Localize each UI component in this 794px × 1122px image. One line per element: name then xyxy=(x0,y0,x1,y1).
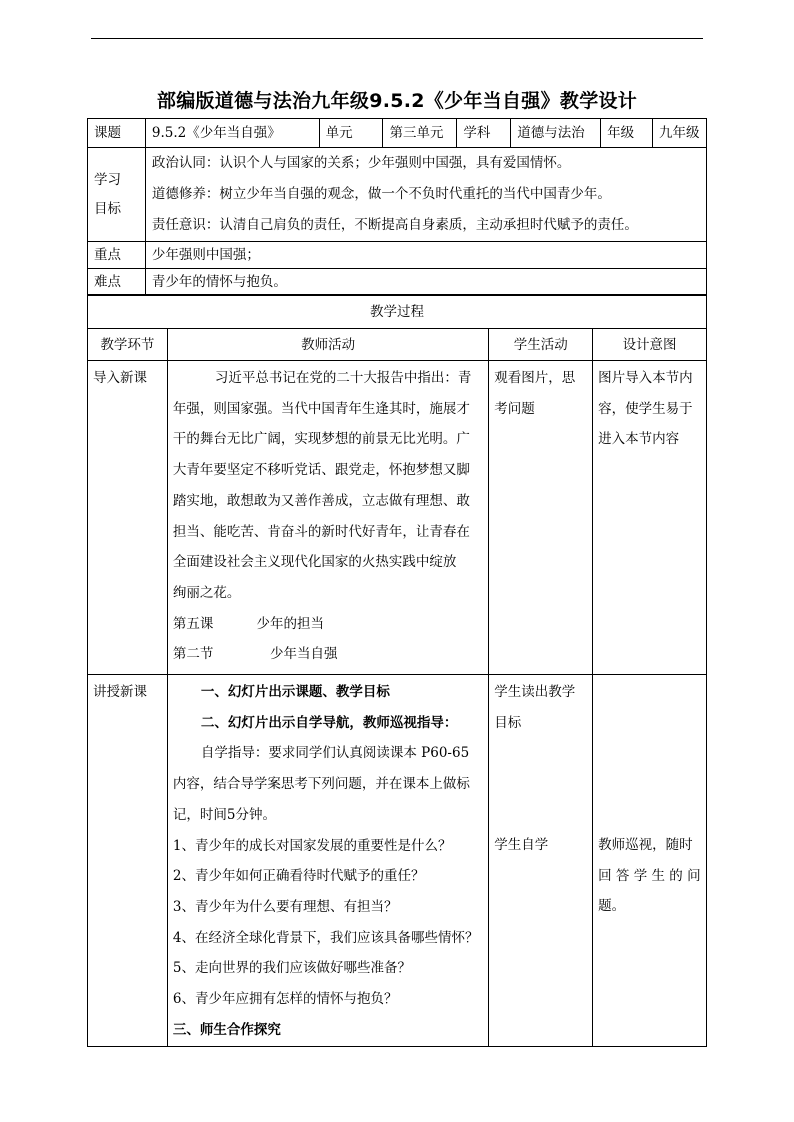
objectives-row xyxy=(88,148,707,242)
intro-stage xyxy=(88,361,168,675)
difficulty-text: 青少年的情怀与抱负。 xyxy=(145,269,706,296)
intro-student-line: 考问题 xyxy=(494,400,535,417)
objective-political: 政治认同：认识个人与国家的关系；少年强则中国强，具有爱国情怀。 xyxy=(151,155,571,171)
topic-value: 9.5.2《少年当自强》 xyxy=(145,119,319,148)
guide-line: 自学指导：要求同学们认真阅读课本 P60-65 xyxy=(200,745,470,762)
objectives-label-line2: 目标 xyxy=(94,200,121,217)
intro-line: 踏实地，敢想敢为又善作善成，立志做有理想、敢 xyxy=(172,492,470,509)
question-item: 5、走向世界的我们应该做好哪些准备？ xyxy=(172,960,411,977)
question-item: 3、青少年为什么要有理想、有担当？ xyxy=(172,898,398,915)
objective-responsibility: 责任意识：认清自己肩负的责任，不断提高自身素质，主动承担时代赋予的责任。 xyxy=(151,217,638,233)
new-student-line: 目标 xyxy=(494,714,522,731)
topic-label: 课题 xyxy=(88,119,146,148)
key-point-text: 少年强则中国强； xyxy=(145,242,706,269)
subject-value: 道德与法治 xyxy=(511,119,601,148)
key-point-label: 重点 xyxy=(88,242,146,269)
lesson-title: 少年的担当 xyxy=(256,615,325,632)
new-teacher-activity xyxy=(167,675,488,1047)
intro-row xyxy=(88,361,707,675)
question-item: 1、青少年的成长对国家发展的重要性是什么？ xyxy=(172,837,452,854)
objectives-label xyxy=(88,148,146,242)
difficulty-label: 难点 xyxy=(88,269,146,296)
objectives-label-line1: 学习 xyxy=(94,171,121,188)
new-intent-line: 题。 xyxy=(598,898,626,915)
lesson-label: 第五课 xyxy=(172,615,214,632)
guide-line: 记，时间5分钟。 xyxy=(172,806,276,823)
intro-intent-line: 图片导入本节内 xyxy=(598,370,693,386)
new-design-intent xyxy=(593,675,707,1047)
objective-moral: 道德修养：树立少年当自强的观念，做一个不负时代重托的当代中国青少年。 xyxy=(151,186,611,202)
unit-value: 第三单元 xyxy=(383,119,457,148)
question-item: 4、在经济全球化背景下，我们应该具备哪些情怀？ xyxy=(172,929,479,946)
new-student-line: 学生读出教学 xyxy=(494,684,576,700)
new-stage xyxy=(88,675,168,1047)
question-item: 2、青少年如何正确看待时代赋予的重任？ xyxy=(172,868,425,885)
intro-student-line: 观看图片，思 xyxy=(494,370,576,386)
column-header-intent: 设计意图 xyxy=(593,329,707,361)
unit-label: 单元 xyxy=(319,119,383,148)
intro-line: 绚丽之花。 xyxy=(172,584,241,601)
column-header-row xyxy=(88,329,707,361)
intro-intent-line: 容，使学生易于 xyxy=(598,400,693,417)
subject-label: 学科 xyxy=(457,119,511,148)
question-item: 6、青少年应拥有怎样的情怀与抱负？ xyxy=(172,991,398,1008)
teaching-process-table xyxy=(87,294,707,1047)
intro-intent-line: 进入本节内容 xyxy=(598,431,680,448)
new-stage-label: 讲授新课 xyxy=(93,684,147,700)
info-row xyxy=(88,119,707,148)
section-title-line xyxy=(173,639,483,670)
process-heading-row xyxy=(88,295,707,329)
intro-line: 大青年要坚定不移听党话、跟党走，怀抱梦想又脚 xyxy=(172,462,470,479)
new-intent-line: 教师巡视，随时 xyxy=(598,837,693,853)
column-header-stage: 教学环节 xyxy=(88,329,168,361)
key-point-row xyxy=(88,242,707,269)
intro-teacher-activity xyxy=(167,361,488,675)
header-rule xyxy=(91,38,703,39)
intro-student-activity xyxy=(489,361,593,675)
section-title: 少年当自强 xyxy=(270,646,338,663)
column-header-teacher: 教师活动 xyxy=(167,329,488,361)
grade-label: 年级 xyxy=(601,119,653,148)
intro-design-intent xyxy=(593,361,707,675)
new-student-activity xyxy=(489,675,593,1047)
column-header-student: 学生活动 xyxy=(489,329,593,361)
process-heading: 教学过程 xyxy=(88,295,707,329)
intro-stage-label: 导入新课 xyxy=(93,370,147,386)
new-lesson-row xyxy=(88,675,707,1047)
intro-line: 担当、能吃苦、肯奋斗的新时代好青年，让青春在 xyxy=(172,523,470,540)
step-three: 三、师生合作探究 xyxy=(172,1021,281,1038)
intro-line: 全面建设社会主义现代化国家的火热实践中绽放 xyxy=(172,554,457,571)
grade-value: 九年级 xyxy=(653,119,707,148)
intro-line: 干的舞台无比广阔，实现梦想的前景无比光明。广 xyxy=(172,431,470,448)
objectives-content xyxy=(145,148,706,242)
step-two: 二、幻灯片出示自学导航，教师巡视指导： xyxy=(200,714,458,731)
guide-line: 内容，结合导学案思考下列问题，并在课本上做标 xyxy=(172,776,470,793)
new-intent-line: 回 答 学 生 的 问 xyxy=(598,867,701,884)
intro-line: 习近平总书记在党的二十大报告中指出：青 xyxy=(214,370,472,386)
section-label: 第二节 xyxy=(172,646,214,663)
difficulty-row xyxy=(88,269,707,296)
document-title: 部编版道德与法治九年级9.5.2《少年当自强》教学设计 xyxy=(156,90,638,112)
intro-line: 年强，则国家强。当代中国青年生逢其时，施展才 xyxy=(172,400,470,417)
step-one: 一、幻灯片出示课题、教学目标 xyxy=(200,684,390,700)
lesson-title-line xyxy=(173,609,483,640)
lesson-info-table xyxy=(87,118,707,296)
new-student-self-study: 学生自学 xyxy=(494,837,549,854)
